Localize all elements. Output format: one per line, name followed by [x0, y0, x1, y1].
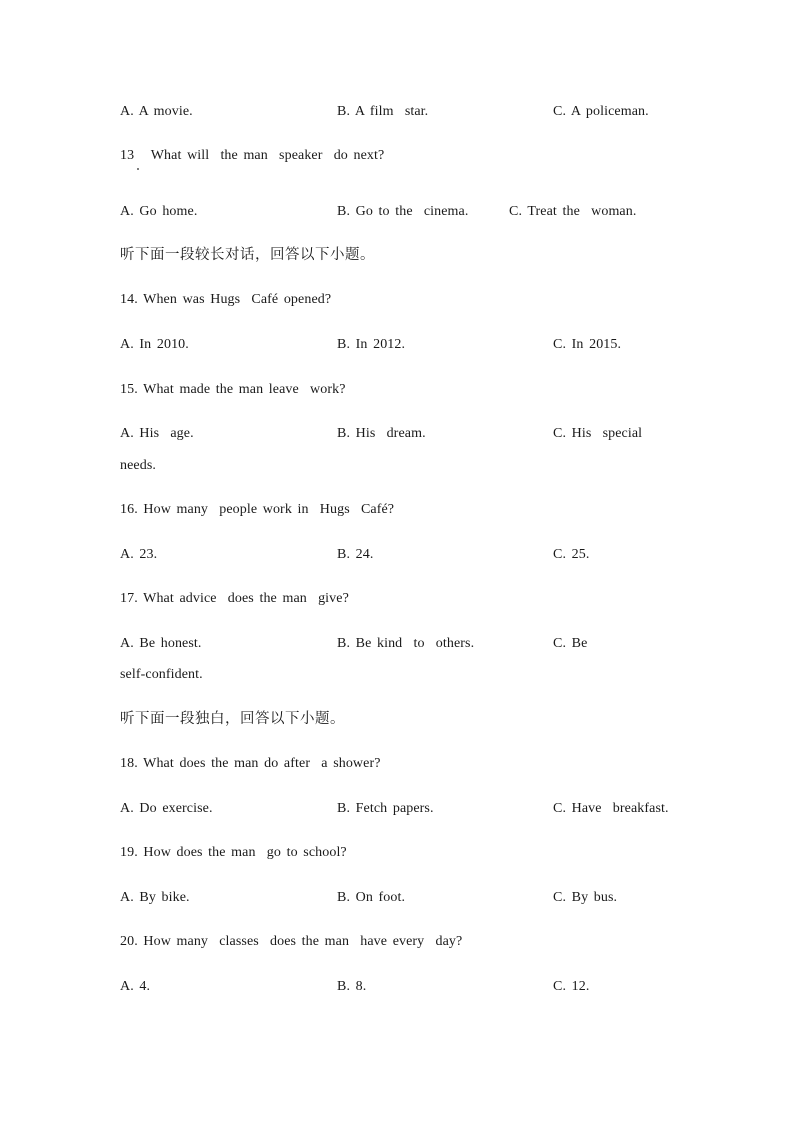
- section-heading: [0, 245, 794, 265]
- question-19: [0, 843, 794, 863]
- question-text: 20. How many classes does the man have every day?: [120, 934, 463, 949]
- question-text: 17. What advice does the man give?: [120, 591, 349, 606]
- section-text: 听下面一段独白，回答以下小题。: [120, 711, 345, 727]
- question-14: [0, 290, 794, 310]
- options-row: [0, 102, 794, 122]
- option-a: A. 4.: [120, 979, 151, 994]
- option-a: A. His age.: [120, 426, 194, 441]
- options-row: [0, 799, 794, 819]
- option-c: C. His special: [553, 426, 643, 441]
- question-20: [0, 932, 794, 952]
- option-c: C. A policeman.: [553, 104, 649, 119]
- option-b: B. In 2012.: [337, 337, 406, 352]
- question-13: [0, 146, 794, 166]
- option-b: B. 8.: [337, 979, 367, 994]
- option-a: A. A movie.: [120, 104, 193, 119]
- question-16: [0, 500, 794, 520]
- option-c: C. 25.: [553, 547, 590, 562]
- question-15: [0, 380, 794, 400]
- option-c: C. In 2015.: [553, 337, 622, 352]
- option-c: C. By bus.: [553, 890, 618, 905]
- option-c: C. Have breakfast.: [553, 801, 669, 816]
- section-heading: [0, 709, 794, 729]
- question-18: [0, 754, 794, 774]
- option-a: A. By bike.: [120, 890, 190, 905]
- option-b: B. 24.: [337, 547, 374, 562]
- option-b: B. Fetch papers.: [337, 801, 434, 816]
- option-continuation: [0, 456, 794, 476]
- options-row: [0, 424, 794, 444]
- section-text: 听下面一段较长对话，回答以下小题。: [120, 247, 375, 263]
- option-b: B. Be kind to others.: [337, 636, 475, 651]
- question-text: 13 What will the man speaker do next?: [120, 148, 385, 163]
- question-text: 19. How does the man go to school?: [120, 845, 347, 860]
- options-row: [0, 977, 794, 997]
- option-a: A. Go home.: [120, 204, 198, 219]
- option-c: C. 12.: [553, 979, 590, 994]
- question-text: 15. What made the man leave work?: [120, 382, 346, 397]
- option-c: C. Treat the woman.: [509, 204, 637, 219]
- continuation-text: self-confident.: [120, 667, 203, 682]
- options-row: [0, 202, 794, 222]
- option-c: C. Be: [553, 636, 588, 651]
- option-b: B. A film star.: [337, 104, 429, 119]
- question-text: 14. When was Hugs Café opened?: [120, 292, 332, 307]
- options-row: [0, 545, 794, 565]
- option-b: B. Go to the cinema.: [337, 204, 469, 219]
- options-row: [0, 634, 794, 654]
- options-row: [0, 888, 794, 908]
- dot-mark: [137, 168, 139, 170]
- options-row: [0, 335, 794, 355]
- option-a: A. Be honest.: [120, 636, 202, 651]
- option-b: B. On foot.: [337, 890, 406, 905]
- option-continuation: [0, 665, 794, 685]
- question-text: 16. How many people work in Hugs Café?: [120, 502, 395, 517]
- question-17: [0, 589, 794, 609]
- continuation-text: needs.: [120, 458, 156, 473]
- option-a: A. 23.: [120, 547, 158, 562]
- option-a: A. In 2010.: [120, 337, 189, 352]
- option-a: A. Do exercise.: [120, 801, 213, 816]
- option-b: B. His dream.: [337, 426, 426, 441]
- question-text: 18. What does the man do after a shower?: [120, 756, 381, 771]
